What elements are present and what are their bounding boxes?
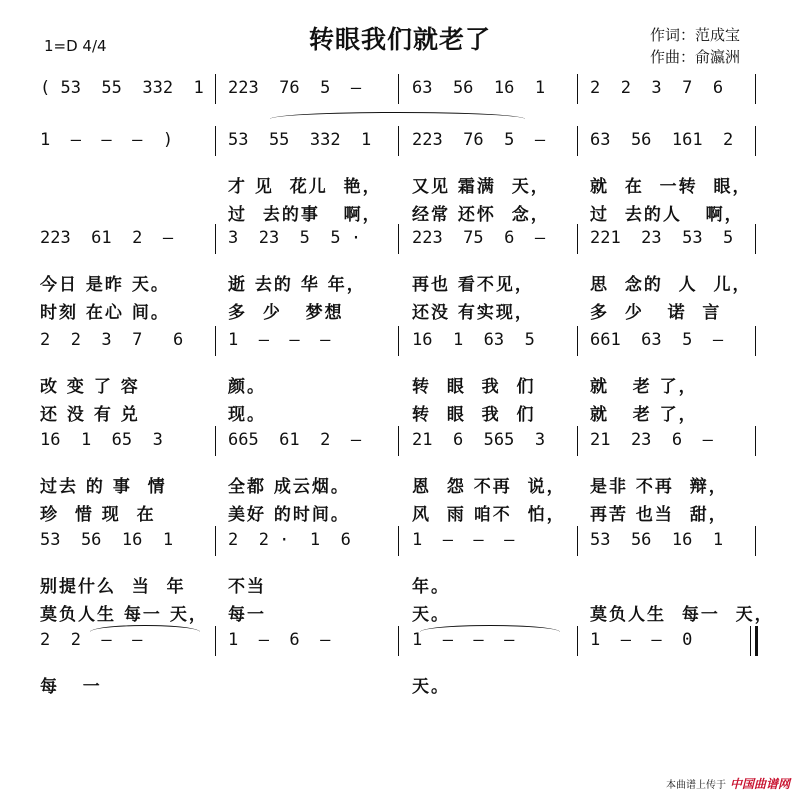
lyric-text: 风 雨 咱不 怕， [412, 505, 566, 525]
lyric-text: 莫负人生 每一 天， [40, 605, 208, 625]
page-title: 转眼我们就老了 [308, 25, 491, 54]
upload-text: 本曲谱上传于 [665, 780, 726, 791]
lyric-text: 转 眼 我 们 [412, 405, 536, 425]
measure-notes: 53 56 16 1 [590, 530, 724, 550]
measure-notes: 223 61 2 — [40, 228, 174, 248]
lyric-text: 就 在 一转 眼， [590, 177, 752, 197]
lyric-line [0, 600, 800, 624]
measure-notes: 63 56 16 1 [412, 78, 546, 98]
bar-line [755, 326, 756, 356]
measure-notes: 63 56 161 2 [590, 130, 734, 150]
lyric-text: 就 老 了， [590, 405, 698, 425]
measure-notes: 2 2 · 1 6 [228, 530, 351, 550]
tie-slur [90, 625, 200, 632]
measure-notes: 2 2 — — [40, 630, 143, 650]
bar-line [398, 326, 399, 356]
footer [666, 775, 790, 792]
note-line [0, 430, 800, 456]
lyric-text: 才 见 花儿 艳， [228, 177, 382, 197]
lyric-line [0, 500, 800, 524]
note-line [0, 78, 800, 104]
measure-notes: 1 — — — [412, 630, 515, 650]
lyric-text: 经常 还怀 念， [412, 205, 550, 225]
bar-line [215, 74, 216, 104]
lyric-line [0, 400, 800, 424]
final-bar-line [750, 626, 751, 656]
lyric-text: 思 念的 人 儿， [590, 275, 752, 295]
lyric-line [0, 298, 800, 322]
lyric-text: 每 一 [40, 677, 102, 697]
note-line [0, 228, 800, 254]
bar-line [398, 126, 399, 156]
composer-credit: 作曲：俞瀛洲 [649, 48, 740, 66]
measure-notes: 53 55 332 1 [228, 130, 372, 150]
lyric-text: 再也 看不见， [412, 275, 534, 295]
measure-notes: 2 2 3 7 6 [40, 330, 184, 350]
measure-notes: 223 76 5 — [228, 78, 362, 98]
measure-notes: 221 23 53 5 [590, 228, 734, 248]
bar-line [577, 626, 578, 656]
measure-notes: 665 61 2 — [228, 430, 362, 450]
bar-line [577, 426, 578, 456]
lyric-text: 转 眼 我 们 [412, 377, 536, 397]
bar-line [755, 426, 756, 456]
bar-line [398, 426, 399, 456]
lyric-text: 别提什么 当 年 [40, 577, 186, 597]
bar-line [755, 526, 756, 556]
lyric-line [0, 472, 800, 496]
lyric-text: 美好 的时间。 [228, 505, 350, 525]
lyric-text: 是非 不再 辩， [590, 477, 728, 497]
lyric-text: 莫负人生 每一 天， [590, 605, 774, 625]
lyric-text: 过 去的事 啊， [228, 205, 382, 225]
lyric-line [0, 372, 800, 396]
lyric-text: 还没 有实现， [412, 303, 534, 323]
lyric-text: 全都 成云烟。 [228, 477, 350, 497]
measure-notes: 223 76 5 — [412, 130, 546, 150]
measure-notes: 1 — — 0 [590, 630, 693, 650]
lyric-text: 过 去的人 啊， [590, 205, 744, 225]
measure-notes: 1 — 6 — [228, 630, 331, 650]
measure-notes: 21 23 6 — [590, 430, 713, 450]
lyric-text: 多 少 诺 言 [590, 303, 722, 323]
note-line [0, 530, 800, 556]
lyric-text: 再苦 也当 甜， [590, 505, 728, 525]
bar-line [398, 626, 399, 656]
lyric-text: 年。 [412, 577, 450, 597]
note-line [0, 130, 800, 156]
measure-notes: 661 63 5 — [590, 330, 724, 350]
measure-notes: 53 56 16 1 [40, 530, 174, 550]
measure-notes: 1 — — — ) [40, 130, 174, 150]
lyric-text: 逝 去的 华 年， [228, 275, 366, 295]
measure-notes: 16 1 63 5 [412, 330, 535, 350]
bar-line [577, 224, 578, 254]
lyric-line [0, 270, 800, 294]
lyric-text: 珍 惜 现 在 [40, 505, 156, 525]
measure-notes: 3 23 5 5 · [228, 228, 362, 248]
measure-notes: 1 — — — [412, 530, 515, 550]
bar-line [215, 326, 216, 356]
lyric-text: 每一 [228, 605, 266, 625]
bar-line [577, 526, 578, 556]
note-line [0, 630, 800, 656]
lyric-text: 还 没 有 兑 [40, 405, 140, 425]
lyric-text: 天。 [412, 605, 450, 625]
lyric-text: 过去 的 事 情 [40, 477, 167, 497]
key-signature: 1=D 4/4 [44, 37, 107, 55]
bar-line [755, 626, 758, 656]
lyric-text: 又见 霜满 天， [412, 177, 550, 197]
lyric-text: 今日 是昨 天。 [40, 275, 170, 295]
bar-line [215, 526, 216, 556]
lyric-line [0, 200, 800, 224]
bar-line [398, 224, 399, 254]
lyric-text: 不当 [228, 577, 266, 597]
lyric-text: 改 变 了 容 [40, 377, 140, 397]
bar-line [215, 224, 216, 254]
site-logo: 中国曲谱网 [729, 777, 790, 791]
bar-line [215, 626, 216, 656]
bar-line [215, 126, 216, 156]
measure-notes: 16 1 65 3 [40, 430, 163, 450]
lyric-text: 恩 怨 不再 说， [412, 477, 566, 497]
measure-notes: 21 6 565 3 [412, 430, 546, 450]
credits [650, 24, 740, 68]
bar-line [577, 126, 578, 156]
tie-slur [270, 112, 525, 119]
bar-line [398, 74, 399, 104]
bar-line [755, 224, 756, 254]
lyric-line [0, 672, 800, 696]
measure-notes: ( 53 55 332 1 [40, 78, 204, 98]
lyricist-credit: 作词：范成宝 [649, 26, 740, 44]
lyric-text: 时刻 在心 间。 [40, 303, 170, 323]
measure-notes: 223 75 6 — [412, 228, 546, 248]
lyric-text: 颜。 [228, 377, 266, 397]
note-line [0, 330, 800, 356]
lyric-line [0, 572, 800, 596]
lyric-text: 就 老 了， [590, 377, 698, 397]
bar-line [398, 526, 399, 556]
tie-slur [420, 625, 560, 632]
bar-line [215, 426, 216, 456]
lyric-text: 现。 [228, 405, 266, 425]
bar-line [577, 326, 578, 356]
lyric-text: 天。 [412, 677, 450, 697]
lyric-text: 多 少 梦想 [228, 303, 344, 323]
bar-line [755, 126, 756, 156]
measure-notes: 1 — — — [228, 330, 331, 350]
bar-line [577, 74, 578, 104]
measure-notes: 2 2 3 7 6 [590, 78, 724, 98]
lyric-line [0, 172, 800, 196]
bar-line [755, 74, 756, 104]
